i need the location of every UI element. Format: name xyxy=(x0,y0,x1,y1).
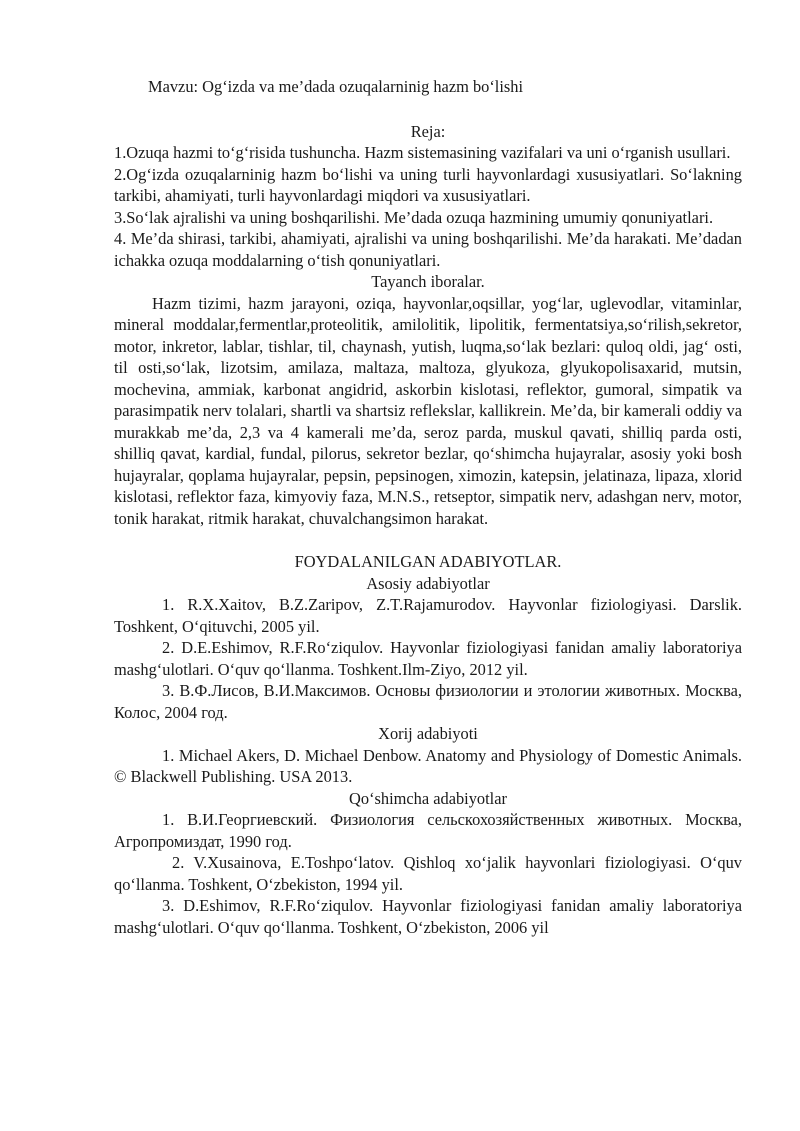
plan-item: 2.Og‘izda ozuqalarninig hazm bo‘lishi va uning turli hayvonlardagi xususiyatlari. So‘lakning tarkibi, ahamiyati, turli hayvonlardagi miqdori va xususiyatlari. xyxy=(114,164,742,205)
foreign-references-heading: Xorij adabiyoti xyxy=(378,724,478,743)
document-body xyxy=(114,76,742,938)
reference-item: 1. В.И.Георгиевский. Физиология сельскохозяйственных животных. Москва, Агропромиздат, 1990 год. xyxy=(114,810,742,851)
plan-item: 3.So‘lak ajralishi va uning boshqarilishi. Me’dada ozuqa hazmining umumiy qonuniyatlari. xyxy=(114,207,714,227)
reference-item: 2. D.E.Eshimov, R.F.Ro‘ziqulov. Hayvonlar fiziologiyasi fanidan amaliy laboratoriya mashg‘ulotlari. O‘quv qo‘llanma. Toshkent.Ilm-Ziyo, 2012 yil. xyxy=(114,638,742,679)
reference-item: 2. V.Xusainova, E.Toshpo‘latov. Qishloq xo‘jalik hayvonlari fiziologiyasi. O‘quv qo‘llanma. Toshkent, O‘zbekiston, 1994 yil. xyxy=(114,853,742,894)
plan-heading: Reja: xyxy=(410,121,446,141)
topic-title: Mavzu: Og‘izda va me’dada ozuqalarninig hazm bo‘lishi xyxy=(148,77,524,96)
keywords-heading: Tayanch iboralar. xyxy=(371,272,485,291)
plan-item: 4. Me’da shirasi, tarkibi, ahamiyati, ajralishi va uning boshqarilishi. Me’da harakati. Me’dadan ichakka ozuqa moddalarning o‘tish qonuniyatlari. xyxy=(114,229,742,270)
reference-item: 1. Michael Akers, D. Michael Denbow. Anatomy and Physiology of Domestic Animals. © Blackwell Publishing. USA 2013. xyxy=(114,745,742,786)
keywords-text: Hazm tizimi, hazm jarayoni, oziqa, hayvonlar,oqsillar, yog‘lar, uglevodlar, vitaminlar, mineral moddalar,fermentlar,proteolitik, amilolitik, lipolitik, fermentatsiya,so‘rilish,sekretor, motor, inkretor, lablar, tishlar, til, chaynash, yutish, luqma,so‘lak bezlari: quloq oldi, jag‘ osti, til osti,so‘lak, lizotsim, amilaza, maltaza, maltoza, glyukoza, glyukopolisaxarid, mutsin, mochevina, ammiak, karbonat angidrid, askorbin kislotasi, reflektor, gumoral, simpatik va parasimpatik nerv tolalari, shartli va shartsiz reflekslar, kallikrein. Me’da, bir kamerali oddiy va murakkab me’da, 2,3 va 4 kamerali me’da, seroz parda, muskul qavati, shilliq parda osti, shilliq qavat, kardial, fundal, pilorus, sekretor bezlar, qo‘shimcha hujayralar, asosiy yoki bosh hujayralar, qoplama hujayralar, pepsin, pepsinogen, ximozin, katepsin, jelatinaza, lipaza, xlorid kislotasi, reflektor faza, kimyoviy faza, M.N.S., retseptor, simpatik nerv, adashgan nerv, motor, tonik harakat, ritmik harakat, chuvalchangsimon harakat. xyxy=(114,293,742,528)
plan-item: 1.Ozuqa hazmi to‘g‘risida tushuncha. Hazm sistemasining vazifalari va uni o‘rganish usullari. xyxy=(114,143,731,162)
references-heading: FOYDALANILGAN ADABIYOTLAR. xyxy=(294,552,562,571)
main-references-heading: Asosiy adabiyotlar xyxy=(366,573,490,593)
reference-item: 3. D.Eshimov, R.F.Ro‘ziqulov. Hayvonlar fiziologiyasi fanidan amaliy laboratoriya mashg‘ulotlari. O‘quv qo‘llanma. Toshkent, O‘zbekiston, 2006 yil xyxy=(114,896,742,937)
reference-item: 3. В.Ф.Лисов, В.И.Максимов. Основы физиологии и этологии животных. Москва, Колос, 2004 год. xyxy=(114,681,742,722)
reference-item: 1. R.X.Xaitov, B.Z.Zaripov, Z.T.Rajamurodov. Hayvonlar fiziologiyasi. Darslik. Toshkent, O‘qituvchi, 2005 yil. xyxy=(114,595,742,636)
extra-references-heading: Qo‘shimcha adabiyotlar xyxy=(349,788,507,808)
plan-list xyxy=(114,142,742,271)
